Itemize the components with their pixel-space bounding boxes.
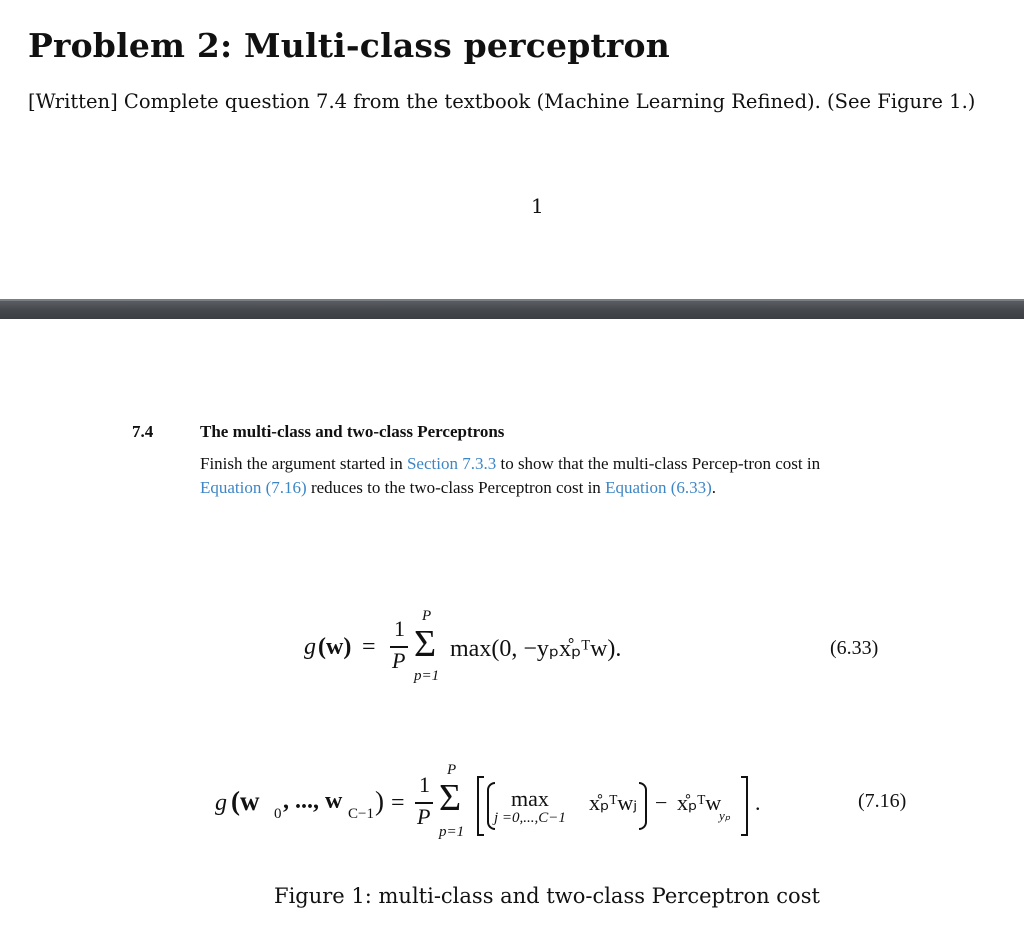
eq2-arg-left: (w [231, 786, 260, 816]
eq2-g: g [215, 790, 227, 816]
eq1-sum-top: P [422, 608, 432, 624]
page-divider [0, 299, 1024, 319]
page-number: 1 [531, 194, 544, 218]
eq2-frac-den: P [417, 804, 431, 829]
eq2-max-sub: j =0,...,C−1 [494, 810, 566, 826]
exercise-text-1: Finish the argument started in [200, 454, 407, 473]
eq2-minus: − [655, 790, 668, 815]
eq2-term1: x̊ₚᵀwⱼ [589, 790, 638, 815]
eq2-bracket-left [477, 776, 484, 836]
exercise-text-4: . [711, 478, 717, 497]
eq2-term2: x̊ₚᵀw [677, 790, 722, 815]
eq1-sum-bottom: p=1 [414, 668, 440, 684]
exercise-text-3: reduces to the two-class Perceptron cost in [306, 478, 606, 497]
exercise-title: The multi-class and two-class Perceptrons [200, 422, 505, 441]
eq1-arg: (w) [318, 634, 352, 660]
problem-title: Problem 2: Multi-class perceptron [28, 26, 670, 65]
section-link[interactable]: Section 7.3.3 [406, 454, 497, 473]
equation-716-link[interactable]: Equation (7.16) [200, 478, 307, 497]
eq1-frac-den: P [392, 648, 406, 673]
eq1-equals: = [362, 634, 376, 660]
eq2-paren-right [639, 782, 647, 830]
equation-6-33-label: (6.33) [830, 637, 879, 659]
eq2-sum-bottom: p=1 [439, 824, 465, 840]
equation-7-16-label: (7.16) [858, 790, 907, 812]
problem-intro: [Written] Complete question 7.4 from the textbook (Machine Learning Refined). (See Figure 1.) [28, 90, 976, 113]
eq1-frac-num: 1 [394, 616, 405, 641]
figure-caption: Figure 1: multi-class and two-class Perceptron cost [274, 884, 820, 908]
eq2-sum: Σ [439, 777, 462, 819]
eq2-term2-sub: yₚ [719, 808, 731, 823]
eq1-sum: Σ [414, 623, 437, 665]
equation-7-16 [215, 762, 785, 848]
eq1-body: max(0, −yₚx̊ₚᵀw). [450, 636, 622, 662]
equation-6-33 [300, 610, 720, 690]
eq2-period: . [755, 790, 761, 815]
eq2-equals: = [391, 790, 405, 816]
eq2-sub0: 0 [274, 806, 282, 822]
eq2-arg-mid: , ..., w [283, 788, 343, 814]
exercise-body [200, 452, 870, 500]
eq2-frac-num: 1 [419, 772, 430, 797]
eq1-g: g [304, 634, 316, 660]
eq2-sum-top: P [447, 762, 457, 778]
eq2-max: max [511, 786, 549, 811]
eq2-bracket-right [741, 776, 748, 836]
exercise-number: 7.4 [132, 422, 154, 441]
exercise-text-2: to show that the multi-class Percep-tron cost in [496, 454, 821, 473]
equation-633-link[interactable]: Equation (6.33) [605, 478, 712, 497]
eq2-subC: C−1 [348, 806, 374, 822]
eq2-arg-right: ) [375, 786, 384, 816]
